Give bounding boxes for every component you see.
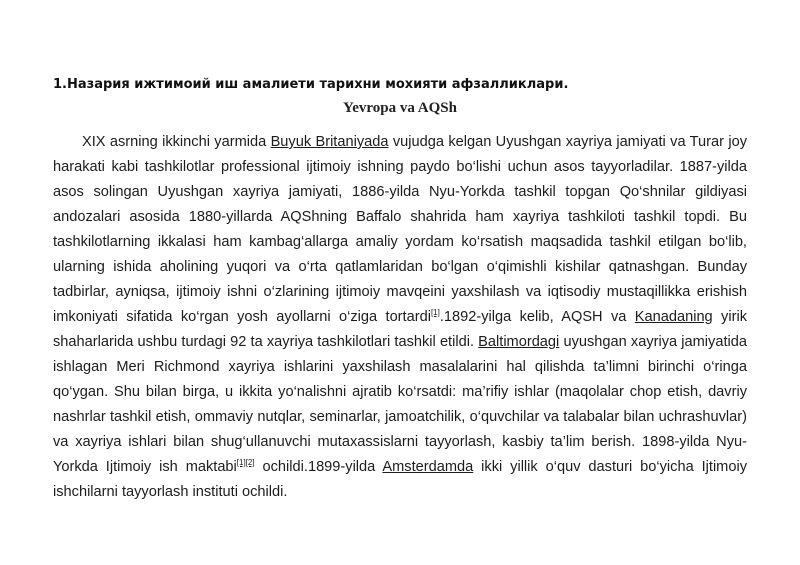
body-paragraph <box>53 130 747 505</box>
link-baltimordagi[interactable]: Baltimordagi <box>478 334 560 350</box>
section-subheading: Yevropa va AQSh <box>343 100 457 116</box>
link-kanadaning[interactable]: Kanadaning <box>634 309 713 325</box>
text-run: XIX asrning ikkinchi yarmida <box>82 134 271 150</box>
text-run: ikki yillik o‘quv dasturi bo‘yicha Ijtimoiy ishchilarni tayyorlash instituti ochildi. <box>53 459 747 500</box>
text-run: .1892-yilga kelib, AQSH va <box>439 309 635 325</box>
text-run: yirik shaharlarida ushbu turdagi 92 ta xayriya tashkilotlari tashkil etildi. <box>53 309 747 350</box>
footnote-ref[interactable]: [1] <box>430 308 440 318</box>
footnote-ref[interactable]: [1] <box>236 458 246 468</box>
text-run: uyushgan xayriya jamiyatida ishlagan Meri Richmond xayriya ishlarini yaxshilash masalalarini hal qilishda ta’limni birinchi o‘ringa qo‘ygan. Shu bilan birga, u ikkita yo‘nalishni ajratib ko‘rsatdi: ma’rifiy ishlar (maqolalar chop etish, davriy nashrlar tashkil etish, ommaviy nutqlar, seminarlar, jamoatchilik, o‘quvchilar va talabalar bilan uchrashuvlar) va xayriya ishlari bilan shug‘ullanuvchi mutaxassislarni tayyorlash, kasbiy ta’lim berish. 1898-yilda Nyu-Yorkda Ijtimoiy ish maktabi <box>53 334 747 475</box>
link-buyuk-britaniyada[interactable]: Buyuk Britaniyada <box>270 134 389 150</box>
section-heading: 1.Назария ижтимоий иш амалиети тарихни мохияти афзалликлари. <box>53 77 569 92</box>
text-run: vujudga kelgan Uyushgan xayriya jamiyati va Turar joy harakati kabi tashkilotlar professional ijtimoiy ishning paydo bo‘lishi uchun asos tayyorladilar. 1887-yilda asos solingan Uyushgan xayriya jamiyati, 1886-yilda Nyu-Yorkda tashkil topgan Qo‘shnilar gildiyasi andozalari asosida 1880-yillarda AQShning Baffalo shahrida ham xayriya tashkiloti tashkil topdi. Bu tashkilotlarning ikkalasi ham kambag‘allarga amaliy yordam ko‘rsatish maqsadida tashkil etilgan bo‘lib, ularning ishida aholining yuqori va o‘rta qatlamlaridan bo‘lgan o‘qimishli kishilar qatnashgan. Bunday tadbirlar, ayniqsa, ijtimoiy ishni o‘zlarining ijtimoiy mavqeini yaxshilash va iqtisodiy mustaqillikka erishish imkoniyati sifatida ko‘rgan yosh ayollarni o‘ziga tortardi <box>53 134 747 325</box>
text-run: ochildi.1899-yilda <box>254 459 383 475</box>
link-amsterdamda[interactable]: Amsterdamda <box>382 459 474 475</box>
footnote-ref[interactable]: [2] <box>245 458 255 468</box>
